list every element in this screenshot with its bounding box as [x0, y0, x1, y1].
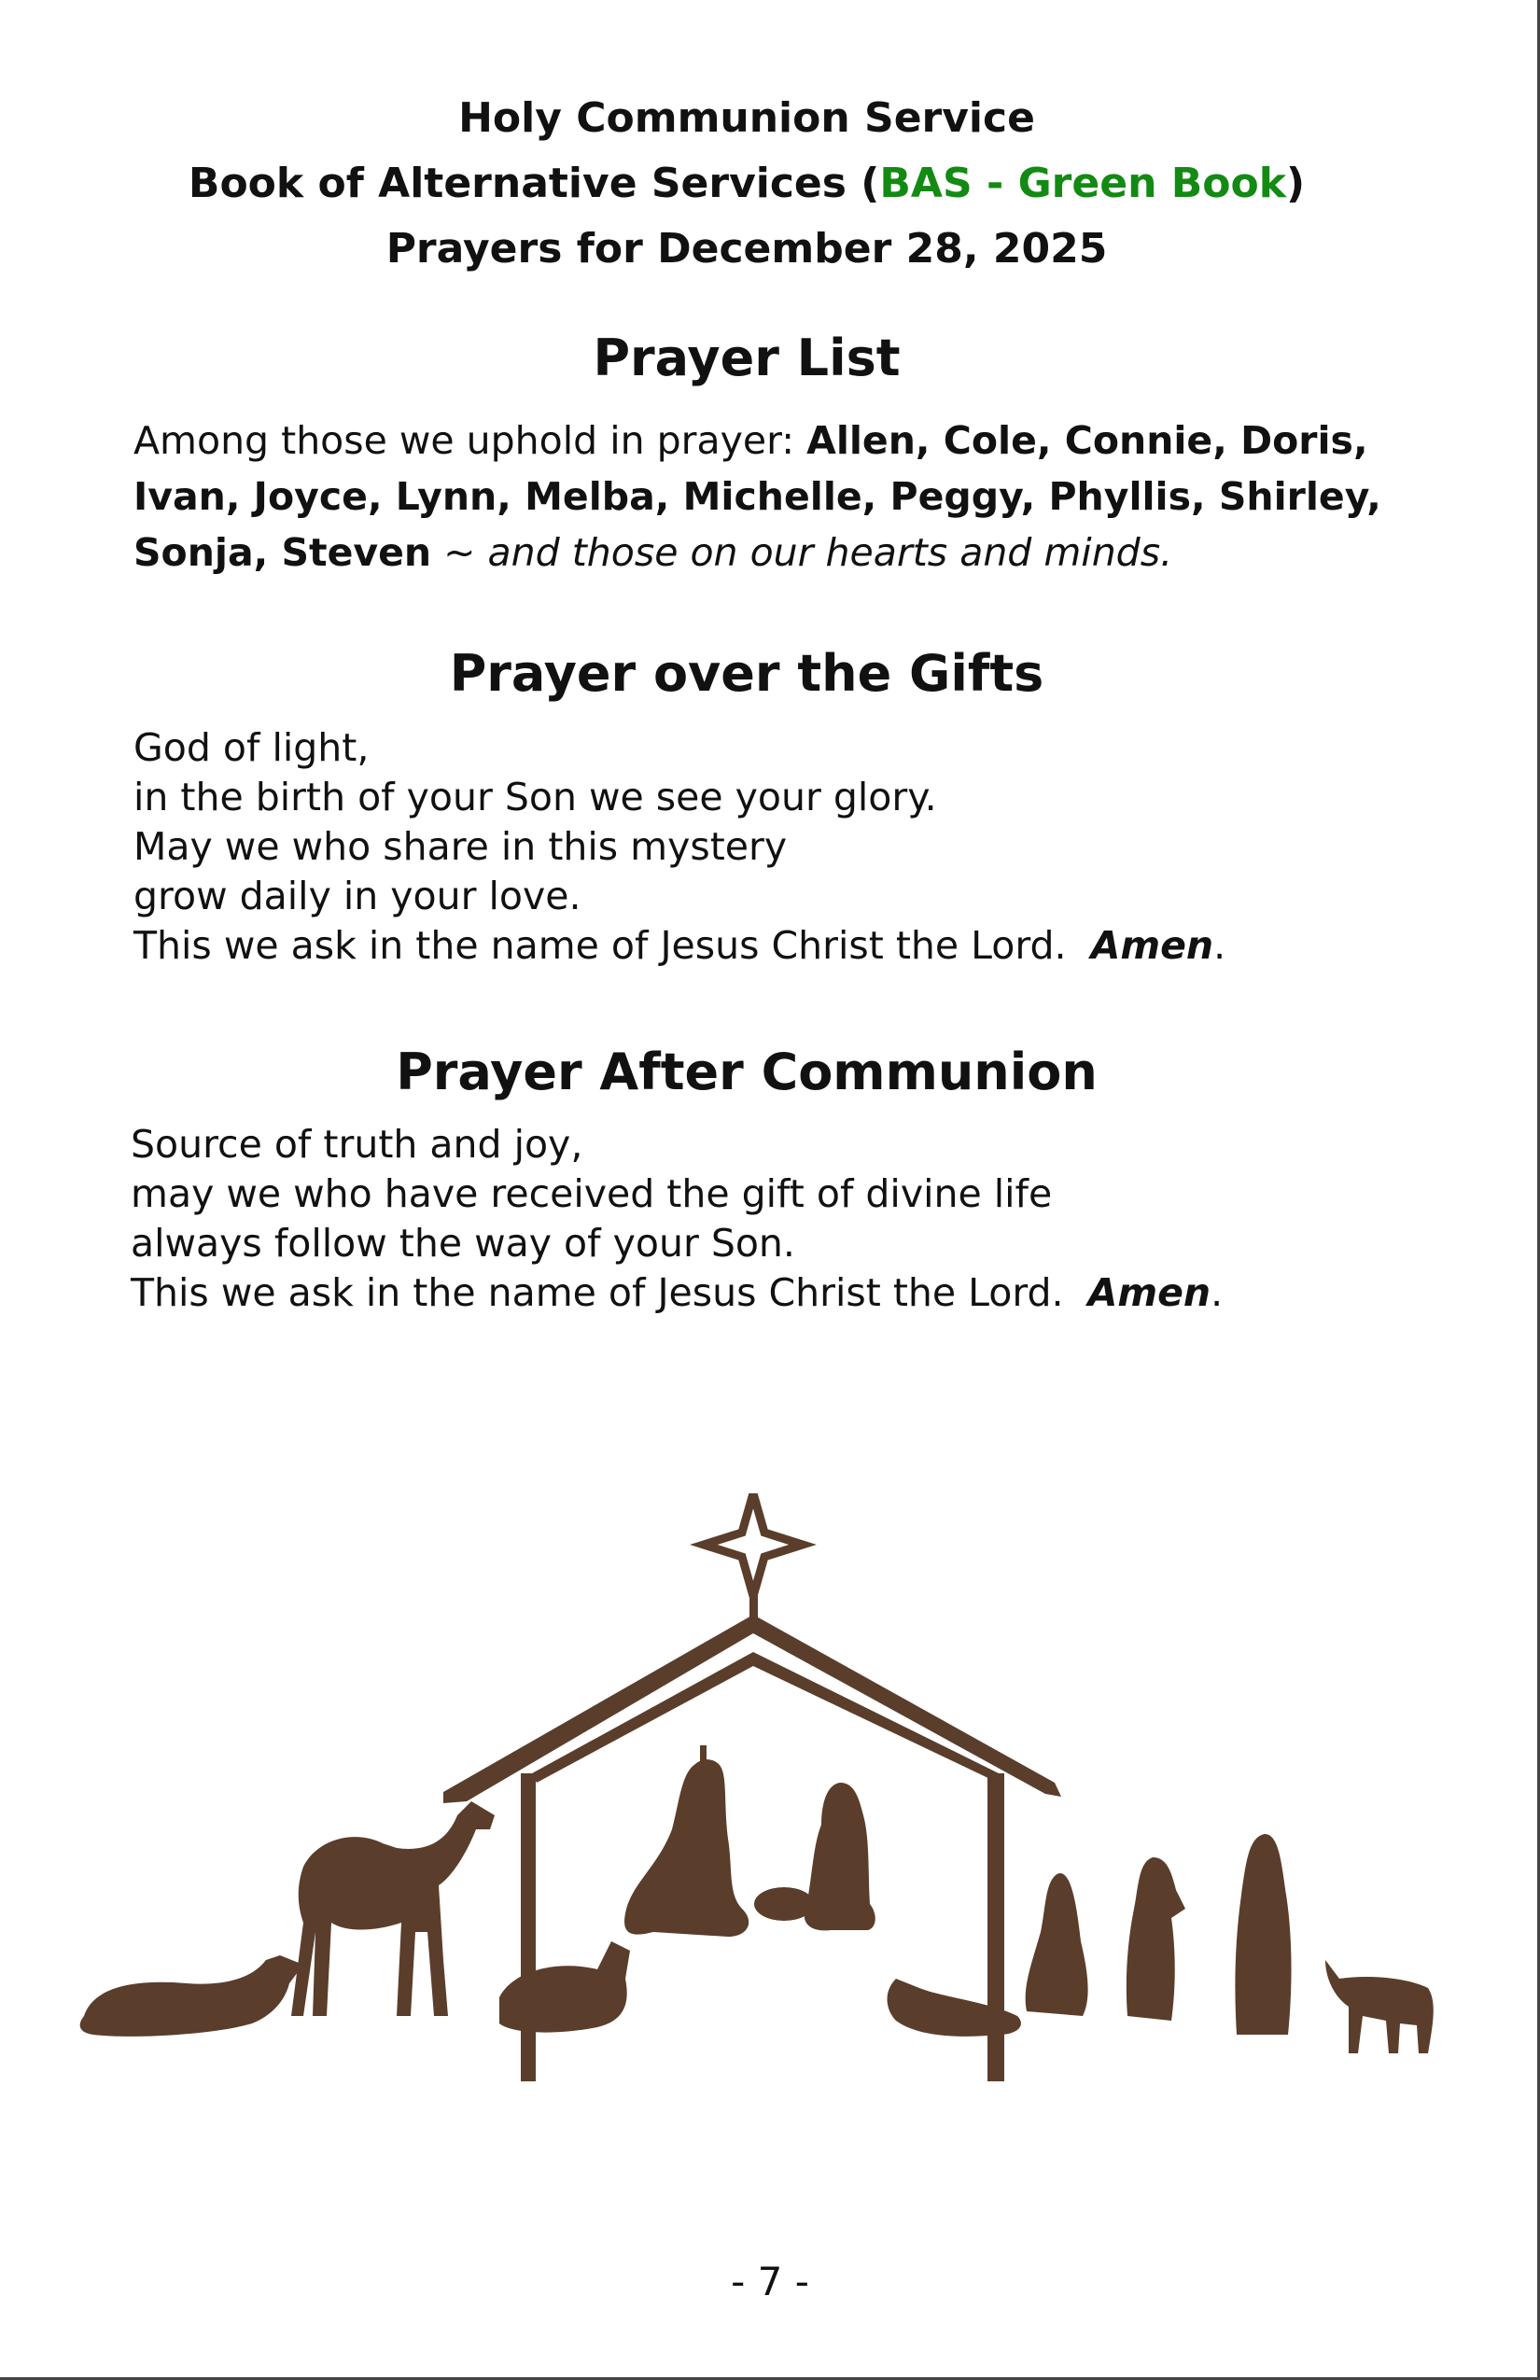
amen: Amen: [1087, 1270, 1211, 1315]
prayer-line-final: This we ask in the name of Jesus Christ the Lord. Amen.: [131, 1270, 1224, 1315]
prayer-line: may we who have received the gift of divine life: [131, 1171, 1053, 1216]
manger-icon: [754, 1887, 814, 1921]
prayer-after-body: [131, 1120, 1391, 1318]
prayer-line: always follow the way of your Son.: [131, 1221, 795, 1266]
prayers-date: Prayers for December 28, 2025: [385, 225, 1108, 273]
mary-figure: [805, 1783, 875, 1930]
service-title: Holy Communion Service: [458, 94, 1035, 142]
prayer-line: in the birth of your Son we see your glory.: [133, 775, 937, 819]
prayer-line: May we who share in this mystery: [133, 824, 788, 869]
wise-man-figure: [1235, 1834, 1291, 2035]
prayer-list-body: [133, 413, 1393, 581]
amen: Amen: [1090, 923, 1214, 968]
page-number: - 7 -: [731, 2259, 809, 2304]
prayer-line: grow daily in your love.: [133, 874, 581, 918]
prayer-list-names: Allen, Cole, Connie, Doris, Ivan, Joyce, Lynn, Melba, Michelle, Peggy, Phyllis, Shirley, Sonja, Steven: [133, 418, 1381, 575]
camel-icon: [291, 1801, 495, 2016]
wise-man-figure: [1127, 1857, 1185, 2021]
cow-icon: [80, 1955, 303, 2037]
prayer-list-intro: Among those we uphold in prayer:: [133, 418, 807, 463]
joseph-figure: [624, 1759, 749, 1937]
prayer-list-closing: ~ and those on our hearts and minds.: [431, 530, 1173, 575]
prayer-after-heading: Prayer After Communion: [396, 1043, 1098, 1101]
shepherd-figure: [1026, 1873, 1088, 2016]
prayer-gifts-heading: Prayer over the Gifts: [449, 644, 1044, 703]
prayer-line-final: This we ask in the name of Jesus Christ the Lord. Amen.: [133, 923, 1226, 968]
document-header: [0, 86, 1493, 282]
prayer-list-heading: Prayer List: [593, 329, 901, 387]
book-title: Book of Alternative Services (BAS - Green Book): [188, 160, 1306, 207]
prayer-line: God of light,: [133, 725, 370, 770]
book-highlight: BAS - Green Book: [879, 160, 1286, 207]
prayer-gifts-body: [133, 723, 1393, 971]
star-icon: [704, 1493, 803, 1596]
stable-post-left: [521, 1773, 536, 2081]
foal-icon: [1325, 1960, 1434, 2053]
sheep-icon: [499, 1941, 630, 2033]
prayer-line: Source of truth and joy,: [131, 1122, 583, 1167]
nativity-scene-icon: [75, 1493, 1465, 2147]
